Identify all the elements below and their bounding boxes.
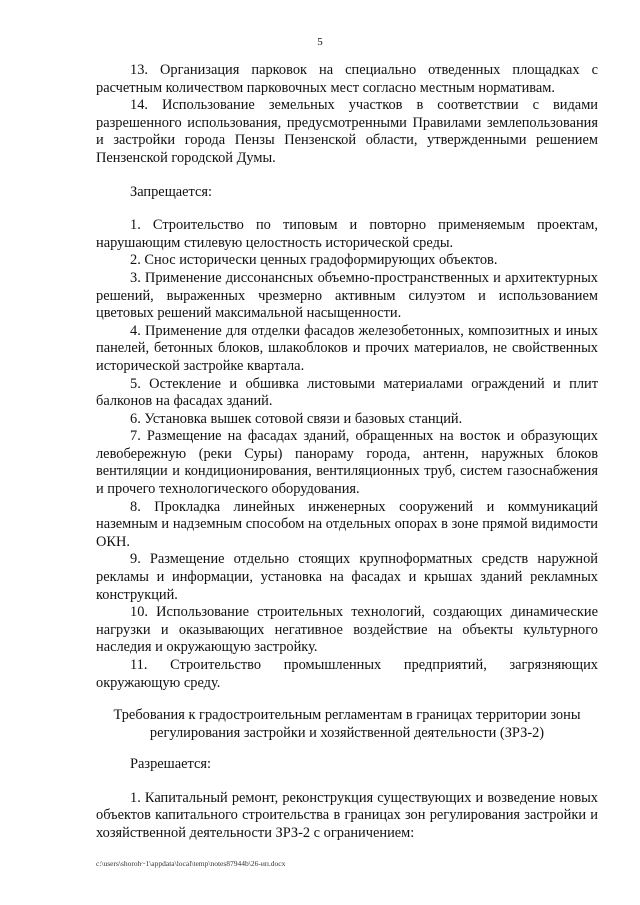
document-body	[96, 62, 598, 843]
spacer	[96, 742, 598, 756]
prohibited-item: 3. Применение диссонансных объемно-пространственных и архитектурных решений, выраженных чрезмерно активным силуэтом и использованием цветовых решений максимальной насыщенности.	[96, 269, 598, 322]
prohibited-item: 8. Прокладка линейных инженерных сооружений и коммуникаций наземным и надземным способом на отдельных опорах в зоне прямой видимости ОКН.	[96, 498, 598, 550]
paragraph-item-14: 14. Использование земельных участков в соответствии с видами разрешенного использования, предусмотренными Правилами землепользования и застройки города Пензы Пензенской области, утвержденными решением Пензенской городской Думы.	[96, 97, 598, 166]
prohibited-item: 4. Применение для отделки фасадов железобетонных, композитных и иных панелей, бетонных блоков, шлакоблоков и прочих материалов, не свойственных исторической застройке квартала.	[96, 322, 598, 374]
spacer	[96, 168, 598, 184]
prohibited-item: 5. Остекление и обшивка листовыми материалами ограждений и плит балконов на фасадах зданий.	[96, 375, 598, 410]
allowed-item: 1. Капитальный ремонт, реконструкция существующих и возведение новых объектов капитального строительства в границах зон регулирования застройки и хозяйственной деятельности ЗРЗ-2 с ограничением:	[96, 789, 598, 841]
footer-file-path: c:\users\shoroh~1\appdata\local\temp\notes87944b\26-ип.docx	[96, 859, 286, 868]
section-title: Требования к градостроительным регламентам в границах территории зоны регулирования застройки и хозяйственной деятельности (ЗРЗ-2)	[113, 707, 581, 742]
prohibited-item: 2. Снос исторически ценных градоформирующих объектов.	[130, 252, 498, 269]
prohibited-item: 10. Использование строительных технологий, создающих динамические нагрузки и оказывающих негативное воздействие на объекты культурного наследия и окружающую застройку.	[96, 604, 598, 656]
allowed-heading: Разрешается:	[130, 756, 211, 773]
prohibited-item: 1. Строительство по типовым и повторно применяемым проектам, нарушающим стилевую целостность исторической среды.	[96, 217, 598, 251]
prohibited-item: 7. Размещение на фасадах зданий, обращенных на восток и образующих левобережную (реки Суры) панораму города, антенн, наружных блоков вентиляции и кондиционирования, вентиляционных труб, систем газоснабжения и прочего технологического оборудования.	[96, 428, 598, 498]
spacer	[96, 692, 598, 706]
prohibited-item: 9. Размещение отдельно стоящих крупноформатных средств наружной рекламы и информации, установка на фасадах и крышах зданий рекламных конструкций.	[96, 551, 598, 603]
prohibited-heading: Запрещается:	[130, 183, 213, 200]
page-number: 5	[317, 36, 323, 48]
spacer	[96, 201, 598, 217]
paragraph-item-13: 13. Организация парковок на специально отведенных площадках с расчетным количеством парковочных мест согласно местным нормативам.	[96, 62, 598, 96]
spacer	[96, 774, 598, 790]
prohibited-item: 6. Установка вышек сотовой связи и базовых станций.	[130, 410, 463, 427]
prohibited-item: 11. Строительство промышленных предприятий, загрязняющих окружающую среду.	[96, 657, 598, 691]
